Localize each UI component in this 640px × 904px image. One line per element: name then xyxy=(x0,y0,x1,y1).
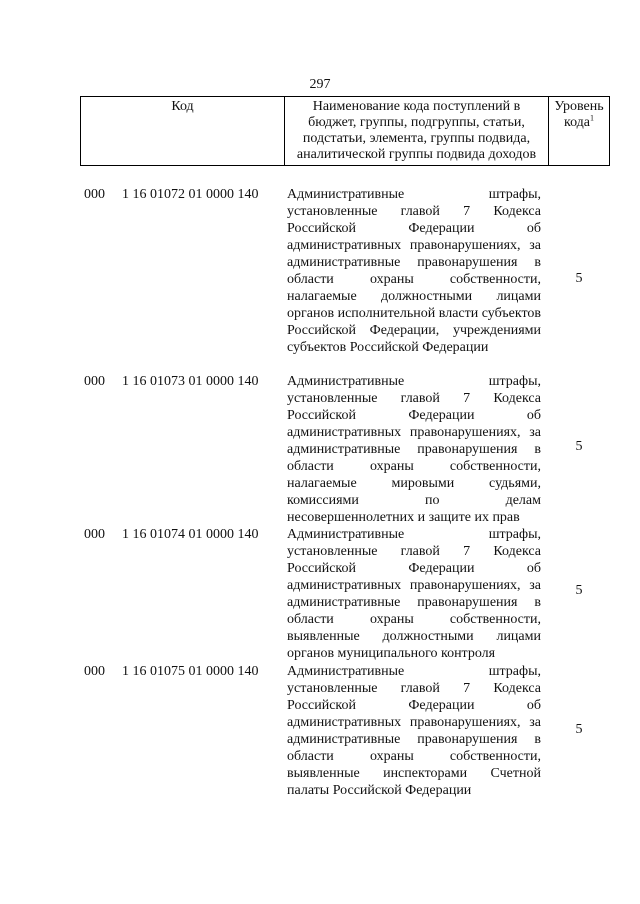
header-name: Наименование кода поступлений в бюджет, группы, подгруппы, статьи, подстатьи, элемента, группы подвида, аналитической группы подвида доходов xyxy=(285,97,549,166)
header-level-label: Уровень кода xyxy=(554,99,604,130)
table-body xyxy=(84,186,604,799)
row-code: 1 16 01072 01 0000 140 xyxy=(122,187,259,202)
table-row xyxy=(84,526,604,662)
row-prefix: 000 xyxy=(84,527,105,542)
table-row xyxy=(84,186,604,372)
header-level xyxy=(549,97,610,166)
row-code: 1 16 01075 01 0000 140 xyxy=(122,664,259,679)
header-code: Код xyxy=(81,97,285,166)
row-prefix: 000 xyxy=(84,374,105,389)
row-code: 1 16 01073 01 0000 140 xyxy=(122,374,259,389)
row-prefix: 000 xyxy=(84,664,105,679)
row-level: 5 xyxy=(575,439,583,454)
row-name: Административные штрафы, установленные главой 7 Кодекса Российской Федерации об административных правонарушениях, за административные правонарушения в области охраны собственности, налагаемые мировыми судьями, комиссиями по делам несовершеннолетних и защите их прав xyxy=(287,374,541,525)
table-header xyxy=(80,96,610,166)
row-level: 5 xyxy=(575,722,583,737)
header-level-footnote: 1 xyxy=(590,113,595,123)
table-row xyxy=(84,373,604,525)
row-name: Административные штрафы, установленные главой 7 Кодекса Российской Федерации об административных правонарушениях, за административные правонарушения в области охраны собственности, выявленные должностными лицами органов муниципального контроля xyxy=(287,527,541,661)
table-row xyxy=(84,663,604,799)
row-name: Административные штрафы, установленные главой 7 Кодекса Российской Федерации об административных правонарушениях, за административные правонарушения в области охраны собственности, налагаемые должностными лицами органов исполнительной власти субъектов Российской Федерации, учреждениями субъектов Российской Федерации xyxy=(287,187,541,355)
row-name: Административные штрафы, установленные главой 7 Кодекса Российской Федерации об административных правонарушениях, за административные правонарушения в области охраны собственности, выявленные инспекторами Счетной палаты Российской Федерации xyxy=(287,664,541,798)
row-level: 5 xyxy=(575,583,583,598)
page-number: 297 xyxy=(309,77,331,92)
row-level: 5 xyxy=(575,271,583,286)
row-code: 1 16 01074 01 0000 140 xyxy=(122,527,259,542)
row-prefix: 000 xyxy=(84,187,105,202)
